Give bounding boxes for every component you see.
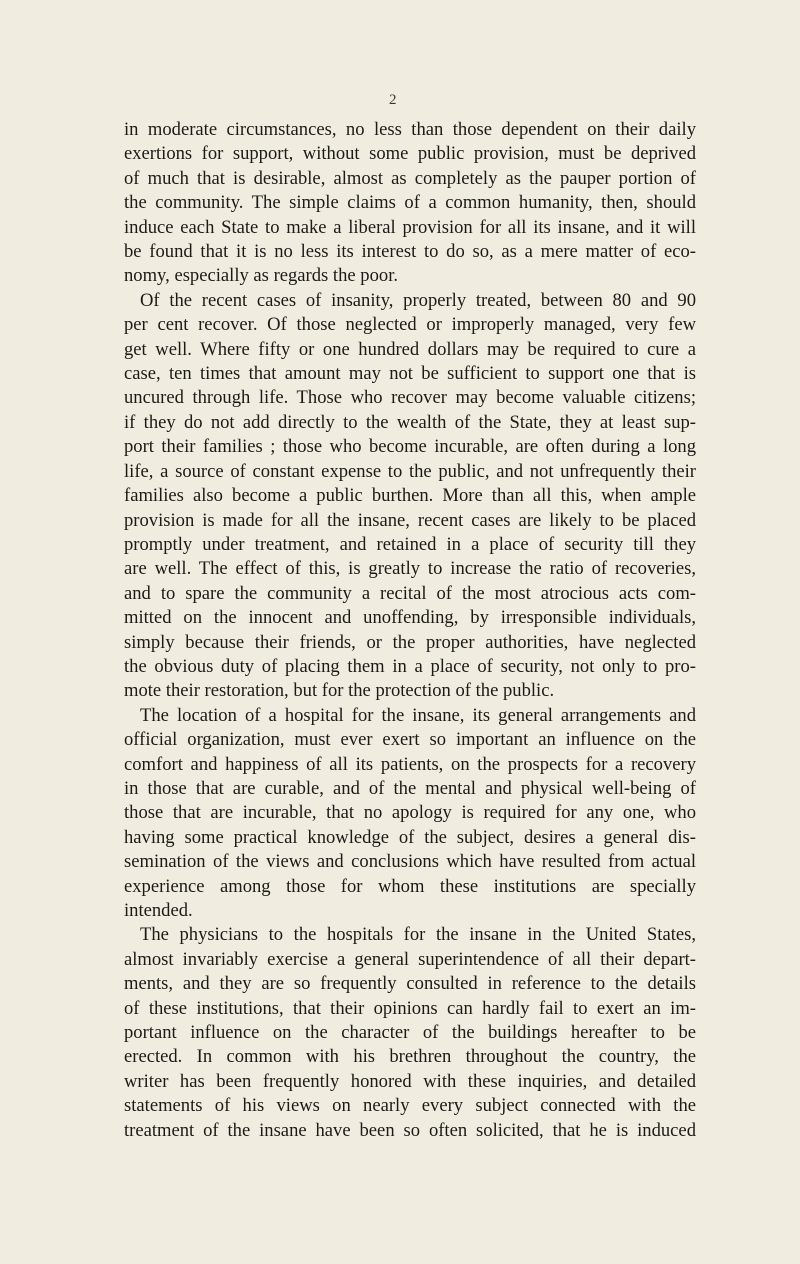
page-number: 2: [389, 92, 397, 108]
text-line: semination of the views and conclusions which have resulted from actual: [124, 851, 696, 873]
text-line: writer has been frequently honored with these inquiries, and detailed: [124, 1070, 696, 1092]
text-line: comfort and happiness of all its patients, on the prospects for a recovery: [124, 753, 696, 775]
text-line: uncured through life. Those who recover may become valuable citizens;: [124, 387, 696, 409]
text-line: life, a source of constant expense to the public, and not unfrequently their: [124, 460, 696, 482]
text-line: families also become a public burthen. More than all this, when ample: [124, 485, 696, 507]
text-line: statements of his views on nearly every subject connected with the: [124, 1095, 696, 1117]
text-line: of these institutions, that their opinions can hardly fail to exert an im-: [124, 997, 696, 1019]
paragraph-3: [124, 704, 696, 924]
text-line: induce each State to make a liberal provision for all its insane, and it will: [124, 216, 696, 238]
text-line: those that are incurable, that no apology is required for any one, who: [124, 802, 696, 824]
text-line: exertions for support, without some public provision, must be deprived: [124, 143, 696, 165]
paragraph-2: [124, 289, 696, 704]
text-line: mote their restoration, but for the protection of the public.: [124, 680, 555, 702]
text-line: port their families ; those who become incurable, are often during a long: [124, 436, 696, 458]
text-line: treatment of the insane have been so often solicited, that he is induced: [124, 1119, 696, 1141]
text-line: in those that are curable, and of the mental and physical well-being of: [124, 777, 696, 799]
text-line: of much that is desirable, almost as completely as the pauper portion of: [124, 167, 696, 189]
text-line: the obvious duty of placing them in a place of security, not only to pro-: [124, 655, 696, 677]
text-line: official organization, must ever exert so important an influence on the: [124, 729, 696, 751]
text-line: the community. The simple claims of a common humanity, then, should: [124, 192, 696, 214]
text-line: promptly under treatment, and retained in a place of security till they: [124, 533, 696, 555]
text-line: erected. In common with his brethren throughout the country, the: [124, 1046, 696, 1068]
text-line: simply because their friends, or the proper authorities, have neglected: [124, 631, 696, 653]
text-line: having some practical knowledge of the subject, desires a general dis-: [124, 826, 696, 848]
paragraph-1: [124, 118, 696, 289]
text-line: in moderate circumstances, no less than those dependent on their daily: [124, 119, 696, 140]
text-line: if they do not add directly to the wealth of the State, they at least sup-: [124, 411, 696, 433]
text-line: experience among those for whom these institutions are specially: [124, 875, 696, 897]
text-line: ments, and they are so frequently consulted in reference to the details: [124, 973, 696, 995]
paragraph-4: [124, 923, 696, 1143]
body-text: [124, 118, 696, 1143]
text-line: per cent recover. Of those neglected or improperly managed, very few: [124, 314, 696, 336]
text-line: get well. Where fifty or one hundred dollars may be required to cure a: [124, 338, 696, 360]
text-line: The physicians to the hospitals for the insane in the United States,: [140, 924, 696, 946]
text-line: are well. The effect of this, is greatly to increase the ratio of recoveries,: [124, 558, 696, 580]
text-line: provision is made for all the insane, recent cases are likely to be placed: [124, 509, 696, 531]
text-line: be found that it is no less its interest to do so, as a mere matter of eco-: [124, 241, 696, 263]
text-line: and to spare the community a recital of the most atrocious acts com-: [124, 582, 696, 604]
text-line: portant influence on the character of the buildings hereafter to be: [124, 1022, 696, 1044]
text-line: Of the recent cases of insanity, properly treated, between 80 and 90: [140, 289, 696, 311]
text-line: almost invariably exercise a general superintendence of all their depart-: [124, 948, 696, 970]
text-line: nomy, especially as regards the poor.: [124, 265, 399, 287]
text-line: intended.: [124, 900, 193, 921]
text-line: The location of a hospital for the insane, its general arrangements and: [140, 704, 696, 726]
text-line: mitted on the innocent and unoffending, by irresponsible individuals,: [124, 607, 696, 629]
text-line: case, ten times that amount may not be sufficient to support one that is: [124, 363, 696, 385]
